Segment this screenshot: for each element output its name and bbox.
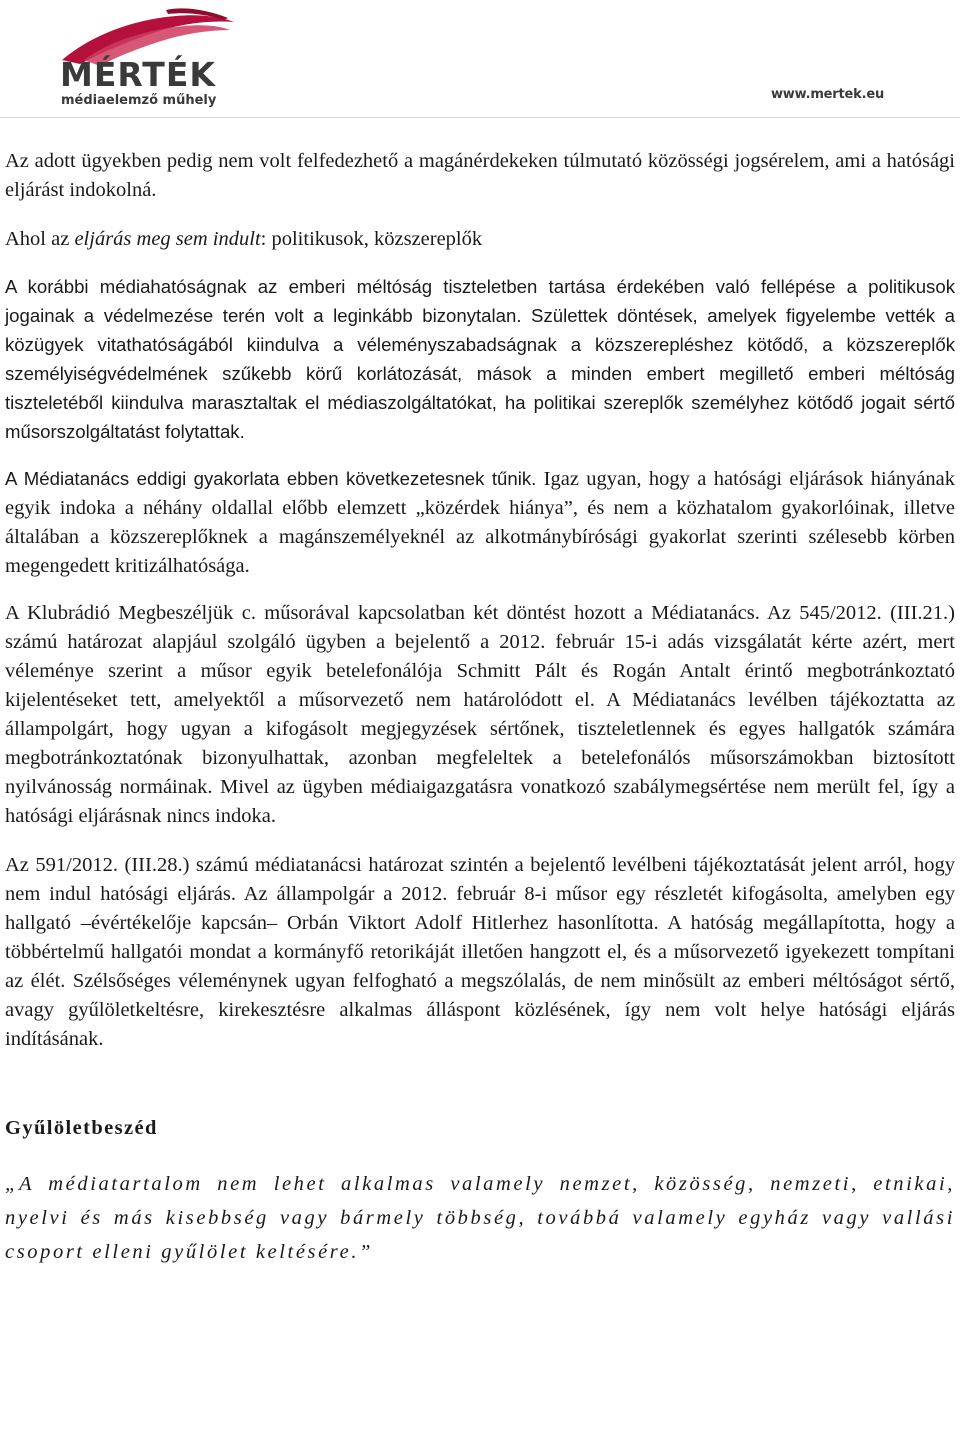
paragraph-body: Igaz ugyan, hogy a hatósági eljárások hiányának egyik indoka a néhány oldallal előbb elemzett „közérdek hiánya”, és nem a közhatalom gyakorlóinak, illetve általában a közszereplőknek a magánszemélyeknél az alkotmánybírósági gyakorlat szerinti szélesebb körben megengedett kritizálhatósága. (5, 468, 955, 577)
logo-wordmark: MÉRTÉK (60, 55, 216, 94)
mertek-logo (58, 8, 238, 108)
paragraph: Az adott ügyekben pedig nem volt felfedezhető a magánérdekeken túlmutató közösségi jogsérelem, ami a hatósági eljárást indokolná. (5, 150, 955, 201)
paragraph (5, 464, 955, 581)
section-heading: Gyűlöletbeszéd (5, 1117, 158, 1139)
legal-quote: „A médiatartalom nem lehet alkalmas valamely nemzet, közösség, nemzeti, etnikai, nyelvi és más kisebbség vagy bármely többség, továbbá valamely egyház vagy vallási csoport elleni gyűlölet keltésére.” (5, 1173, 955, 1263)
header-divider (0, 117, 960, 118)
paragraph: Az 591/2012. (III.28.) számú médiatanácsi határozat szintén a bejelentő levélbeni tájékoztatását jelent arról, hogy nem indul hatósági eljárás. Az állampolgár a 2012. február 8-i műsor egy részletét kifogásolta, amelyben egy hallgató –évértékelője kapcsán– Orbán Viktort Adolf Hitlerhez hasonlította. A hatóság megállapította, hogy a többértelmű hallgatói mondat a kormányfő retorikáját illetően hangzott el, és a műsorvezető igyekezett tompítani az élét. Szélsőséges véleménynek ugyan felfogható a megszólalás, de nem minősült az emberi méltóságot sértő, avagy gyűlöletkeltésre, kirekesztésre alkalmas álláspont közlésének, így nem volt helye hatósági eljárás indításának. (5, 854, 955, 1050)
logo-subtitle: médiaelemző műhely (61, 93, 217, 108)
subsection-title-italic: eljárás meg sem indult (74, 228, 261, 250)
paragraph: A Klubrádió Megbeszéljük c. műsorával kapcsolatban két döntést hozott a Médiatanács. Az 545/2012. (III.21.) számú határozat alapjául szolgáló ügyben a bejelentő a 2012. február 15-i adás vizsgálatát kérte azért, mert véleménye szerint a műsor egyik betelefonálója Schmitt Pált és Rogán Antalt érintő megbotránkoztató kijelentéseket tett, amelyektől a műsorvezető nem határolódott el. A Médiatanács levélben tájékoztatta az állampolgárt, hogy ugyan a kifogásolt megjegyzések sértőnek, tiszteletlennek és egyes hallgatók számára megbotránkoztatónak bizonyulhattak, azonban megfeleltek a betelefonálós műsorszámokban biztosított nyilvánosság normáinak. Mivel az ügyben médiaigazgatásra vonatkozó szabálymegsértése nem merült fel, így a hatósági eljárásnak nincs indoka. (5, 602, 955, 827)
document-body (5, 147, 955, 1269)
paragraph: A korábbi médiahatóságnak az emberi méltóság tiszteletben tartása érdekében való fellépése a politikusok jogainak a védelmezése terén volt a leginkább bizonytalan. Születtek döntések, amelyek figyelembe vették a közügyek vitathatóságából kiindulva a véleményszabadságnak a közszerepléshez kötődő, a közszereplők személyiségvédelmének szűkebb körű korlátozását, mások a minden embert megillető emberi méltóság tiszteletéből kiindulva marasztaltak el médiaszolgáltatókat, ha politikai szereplők személyhez kötődő jogait sértő műsorszolgáltatást folytattak. (5, 276, 955, 442)
subsection-title-prefix: Ahol az (5, 228, 75, 250)
site-url[interactable]: www.mertek.eu (771, 87, 884, 102)
subsection-title (5, 225, 955, 254)
subsection-title-suffix: : politikusok, közszereplők (260, 228, 483, 250)
page-header (0, 0, 960, 120)
paragraph-lead: A Médiatanács eddigi gyakorlata ebben következetesnek tűnik. (5, 468, 537, 489)
